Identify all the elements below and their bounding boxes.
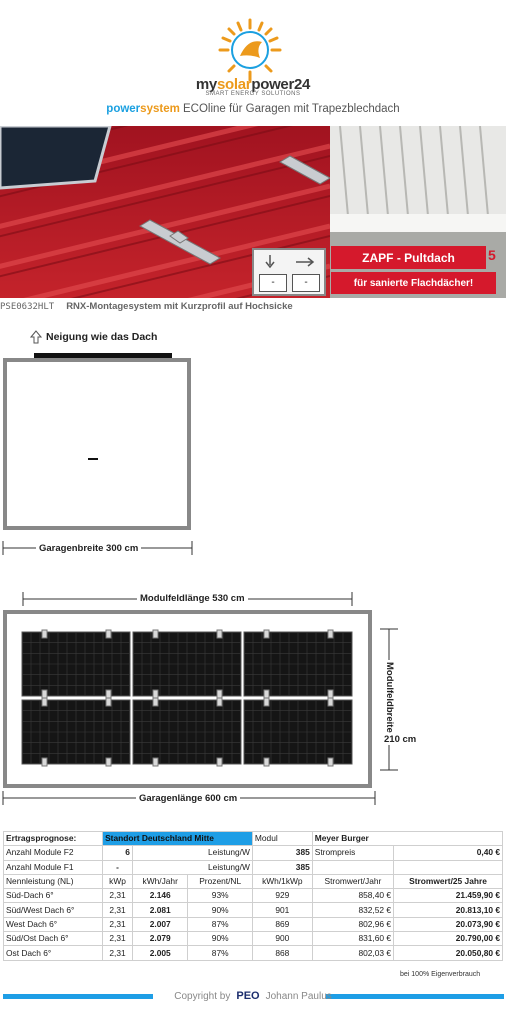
author-name: Johann Paulus	[265, 990, 332, 1002]
product-sku: PSE0632HLT	[0, 302, 55, 312]
module-field-top-view	[0, 610, 380, 790]
mounting-clamp	[328, 698, 333, 706]
neigung-label: Neigung wie das Dach	[30, 330, 157, 344]
mounting-clamp	[264, 758, 269, 766]
table-row: Anzahl Module F2 6 Leistung/W 385 Strompreis 0,40 €	[4, 846, 503, 860]
page-subtitle: powersystem ECOline für Garagen mit Trapezblechdach	[106, 103, 400, 115]
table-row: Süd/West Dach 6° 2,31 2.081 90% 901 832,52 € 20.813,10 €	[4, 903, 503, 917]
mounting-clamp	[328, 690, 333, 698]
garage-length-label: Garagenlänge 600 cm	[136, 793, 240, 804]
box-right: -	[292, 274, 320, 292]
center-mark	[88, 458, 98, 460]
mounting-clamp	[217, 630, 222, 638]
mounting-clamp	[153, 690, 158, 698]
mounting-clamp	[328, 630, 333, 638]
garage-width-label: Garagenbreite 300 cm	[36, 543, 141, 554]
mounting-clamp	[264, 630, 269, 638]
modul-value: Meyer Burger	[312, 832, 502, 846]
mounting-clamp	[42, 758, 47, 766]
mounting-diagram-box	[252, 248, 326, 296]
table-row: West Dach 6° 2,31 2.007 87% 869 802,96 € 20.073,90 €	[4, 917, 503, 931]
table-row	[4, 832, 503, 846]
arrow-down-right-icon	[260, 253, 320, 271]
table-footnote: bei 100% Eigenverbrauch	[400, 971, 481, 978]
brand-name: mysolarpower24	[195, 76, 311, 93]
box-left: -	[259, 274, 287, 292]
sun-logo-icon	[218, 18, 282, 82]
mounting-clamp	[153, 630, 158, 638]
table-row: Ost Dach 6° 2,31 2.005 87% 868 802,03 € 20.050,80 €	[4, 946, 503, 960]
table-header-row: Nennleistung (NL) kWp kWh/Jahr Prozent/NL kWh/1kWp Stromwert/Jahr Stromwert/25 Jahre	[4, 874, 503, 888]
mounting-clamp	[42, 690, 47, 698]
mounting-clamp	[217, 698, 222, 706]
mounting-clamp	[106, 758, 111, 766]
copyright-text: Copyright by	[174, 990, 231, 1002]
mounting-caption	[0, 301, 506, 312]
peo-logo: PEO	[236, 990, 260, 1002]
mounting-clamp	[42, 630, 47, 638]
yield-forecast-table	[3, 831, 503, 961]
mounting-clamp	[153, 698, 158, 706]
table-row: Anzahl Module F1 - Leistung/W 385	[4, 860, 503, 874]
modulfeld-width-label: Modulfeldbreite	[384, 662, 395, 733]
garage-side-outline	[3, 358, 191, 530]
modul-label: Modul	[252, 832, 312, 846]
mounting-clamp	[328, 758, 333, 766]
mounting-clamp	[42, 698, 47, 706]
forecast-label: Ertragsprognose:	[4, 832, 103, 846]
mounting-clamp	[106, 630, 111, 638]
table-row: Süd/Ost Dach 6° 2,31 2.079 90% 900 831,60 € 20.790,00 €	[4, 932, 503, 946]
modulfeld-width-value: 210 cm	[384, 734, 417, 745]
table-row: Süd-Dach 6° 2,31 2.146 93% 929 858,40 € 21.459,90 €	[4, 889, 503, 903]
mounting-clamp	[264, 698, 269, 706]
promo-subtitle: für sanierte Flachdächer!	[331, 272, 496, 294]
mounting-clamp	[106, 698, 111, 706]
mounting-clamp	[264, 690, 269, 698]
mounting-clamp	[217, 758, 222, 766]
arrow-up-icon	[30, 330, 42, 344]
location-cell: Standort Deutschland Mitte	[103, 832, 253, 846]
mounting-clamp	[153, 758, 158, 766]
footer	[0, 990, 506, 1002]
promo-side-digit: 5	[488, 247, 496, 263]
mounting-clamp	[106, 690, 111, 698]
modulfeld-length-label: Modulfeldlänge 530 cm	[137, 593, 248, 604]
brand-tagline: SMART ENERGY SOLUTIONS	[205, 91, 301, 97]
promo-title: ZAPF - Pultdach	[331, 246, 486, 269]
caption-text: RNX-Montagesystem mit Kurzprofil auf Hochsicke	[66, 301, 293, 312]
mounting-clamp	[217, 690, 222, 698]
